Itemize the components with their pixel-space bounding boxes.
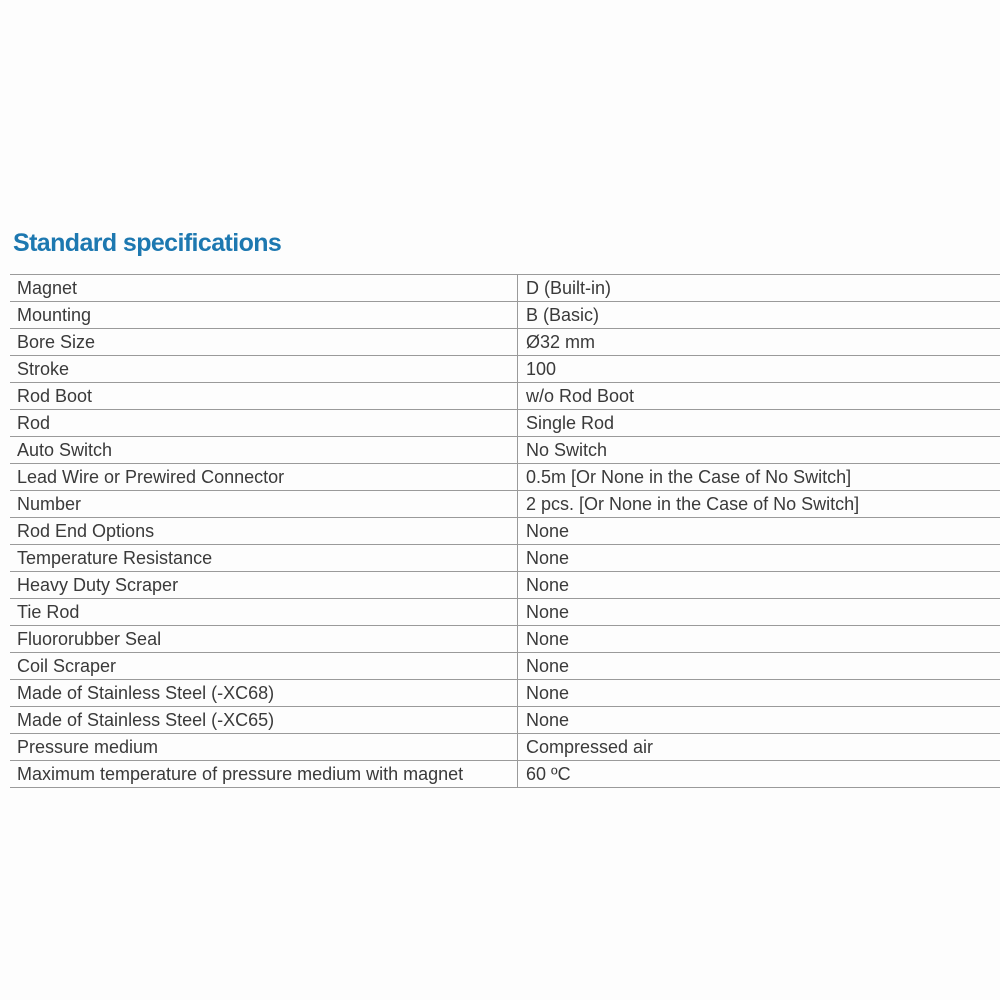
table-row bbox=[10, 437, 1000, 464]
table-row bbox=[10, 545, 1000, 572]
spec-label: Mounting bbox=[10, 302, 518, 329]
spec-label: Fluororubber Seal bbox=[10, 626, 518, 653]
spec-value: 2 pcs. [Or None in the Case of No Switch] bbox=[518, 491, 1000, 518]
spec-label: Rod bbox=[10, 410, 518, 437]
spec-label: Made of Stainless Steel (-XC68) bbox=[10, 680, 518, 707]
spec-value: 100 bbox=[518, 356, 1000, 383]
table-row bbox=[10, 734, 1000, 761]
spec-label: Bore Size bbox=[10, 329, 518, 356]
specifications-table-body bbox=[10, 275, 1000, 788]
table-row bbox=[10, 572, 1000, 599]
table-row bbox=[10, 464, 1000, 491]
table-row bbox=[10, 410, 1000, 437]
table-row bbox=[10, 302, 1000, 329]
table-row bbox=[10, 356, 1000, 383]
spec-label: Stroke bbox=[10, 356, 518, 383]
spec-value: None bbox=[518, 599, 1000, 626]
spec-label: Auto Switch bbox=[10, 437, 518, 464]
spec-label: Coil Scraper bbox=[10, 653, 518, 680]
spec-label: Temperature Resistance bbox=[10, 545, 518, 572]
table-row bbox=[10, 707, 1000, 734]
table-row bbox=[10, 626, 1000, 653]
spec-value: None bbox=[518, 518, 1000, 545]
spec-label: Rod End Options bbox=[10, 518, 518, 545]
spec-label: Heavy Duty Scraper bbox=[10, 572, 518, 599]
spec-value: No Switch bbox=[518, 437, 1000, 464]
spec-value: None bbox=[518, 653, 1000, 680]
spec-label: Lead Wire or Prewired Connector bbox=[10, 464, 518, 491]
table-row bbox=[10, 761, 1000, 788]
table-row bbox=[10, 383, 1000, 410]
specifications-table bbox=[10, 274, 1000, 788]
table-row bbox=[10, 653, 1000, 680]
spec-value: Compressed air bbox=[518, 734, 1000, 761]
spec-value: None bbox=[518, 626, 1000, 653]
spec-value: w/o Rod Boot bbox=[518, 383, 1000, 410]
page-title: Standard specifications bbox=[13, 229, 282, 257]
spec-value: D (Built-in) bbox=[518, 275, 1000, 302]
spec-label: Maximum temperature of pressure medium with magnet bbox=[10, 761, 518, 788]
spec-value: 60 ºC bbox=[518, 761, 1000, 788]
spec-value: None bbox=[518, 707, 1000, 734]
spec-value: None bbox=[518, 680, 1000, 707]
spec-label: Pressure medium bbox=[10, 734, 518, 761]
spec-value: 0.5m [Or None in the Case of No Switch] bbox=[518, 464, 1000, 491]
table-row bbox=[10, 518, 1000, 545]
table-row bbox=[10, 491, 1000, 518]
table-row bbox=[10, 680, 1000, 707]
spec-label: Number bbox=[10, 491, 518, 518]
spec-value: None bbox=[518, 545, 1000, 572]
table-row bbox=[10, 329, 1000, 356]
spec-label: Made of Stainless Steel (-XC65) bbox=[10, 707, 518, 734]
spec-label: Magnet bbox=[10, 275, 518, 302]
spec-value: B (Basic) bbox=[518, 302, 1000, 329]
table-row bbox=[10, 275, 1000, 302]
spec-value: Ø32 mm bbox=[518, 329, 1000, 356]
table-row bbox=[10, 599, 1000, 626]
spec-value: None bbox=[518, 572, 1000, 599]
spec-label: Rod Boot bbox=[10, 383, 518, 410]
spec-value: Single Rod bbox=[518, 410, 1000, 437]
spec-label: Tie Rod bbox=[10, 599, 518, 626]
